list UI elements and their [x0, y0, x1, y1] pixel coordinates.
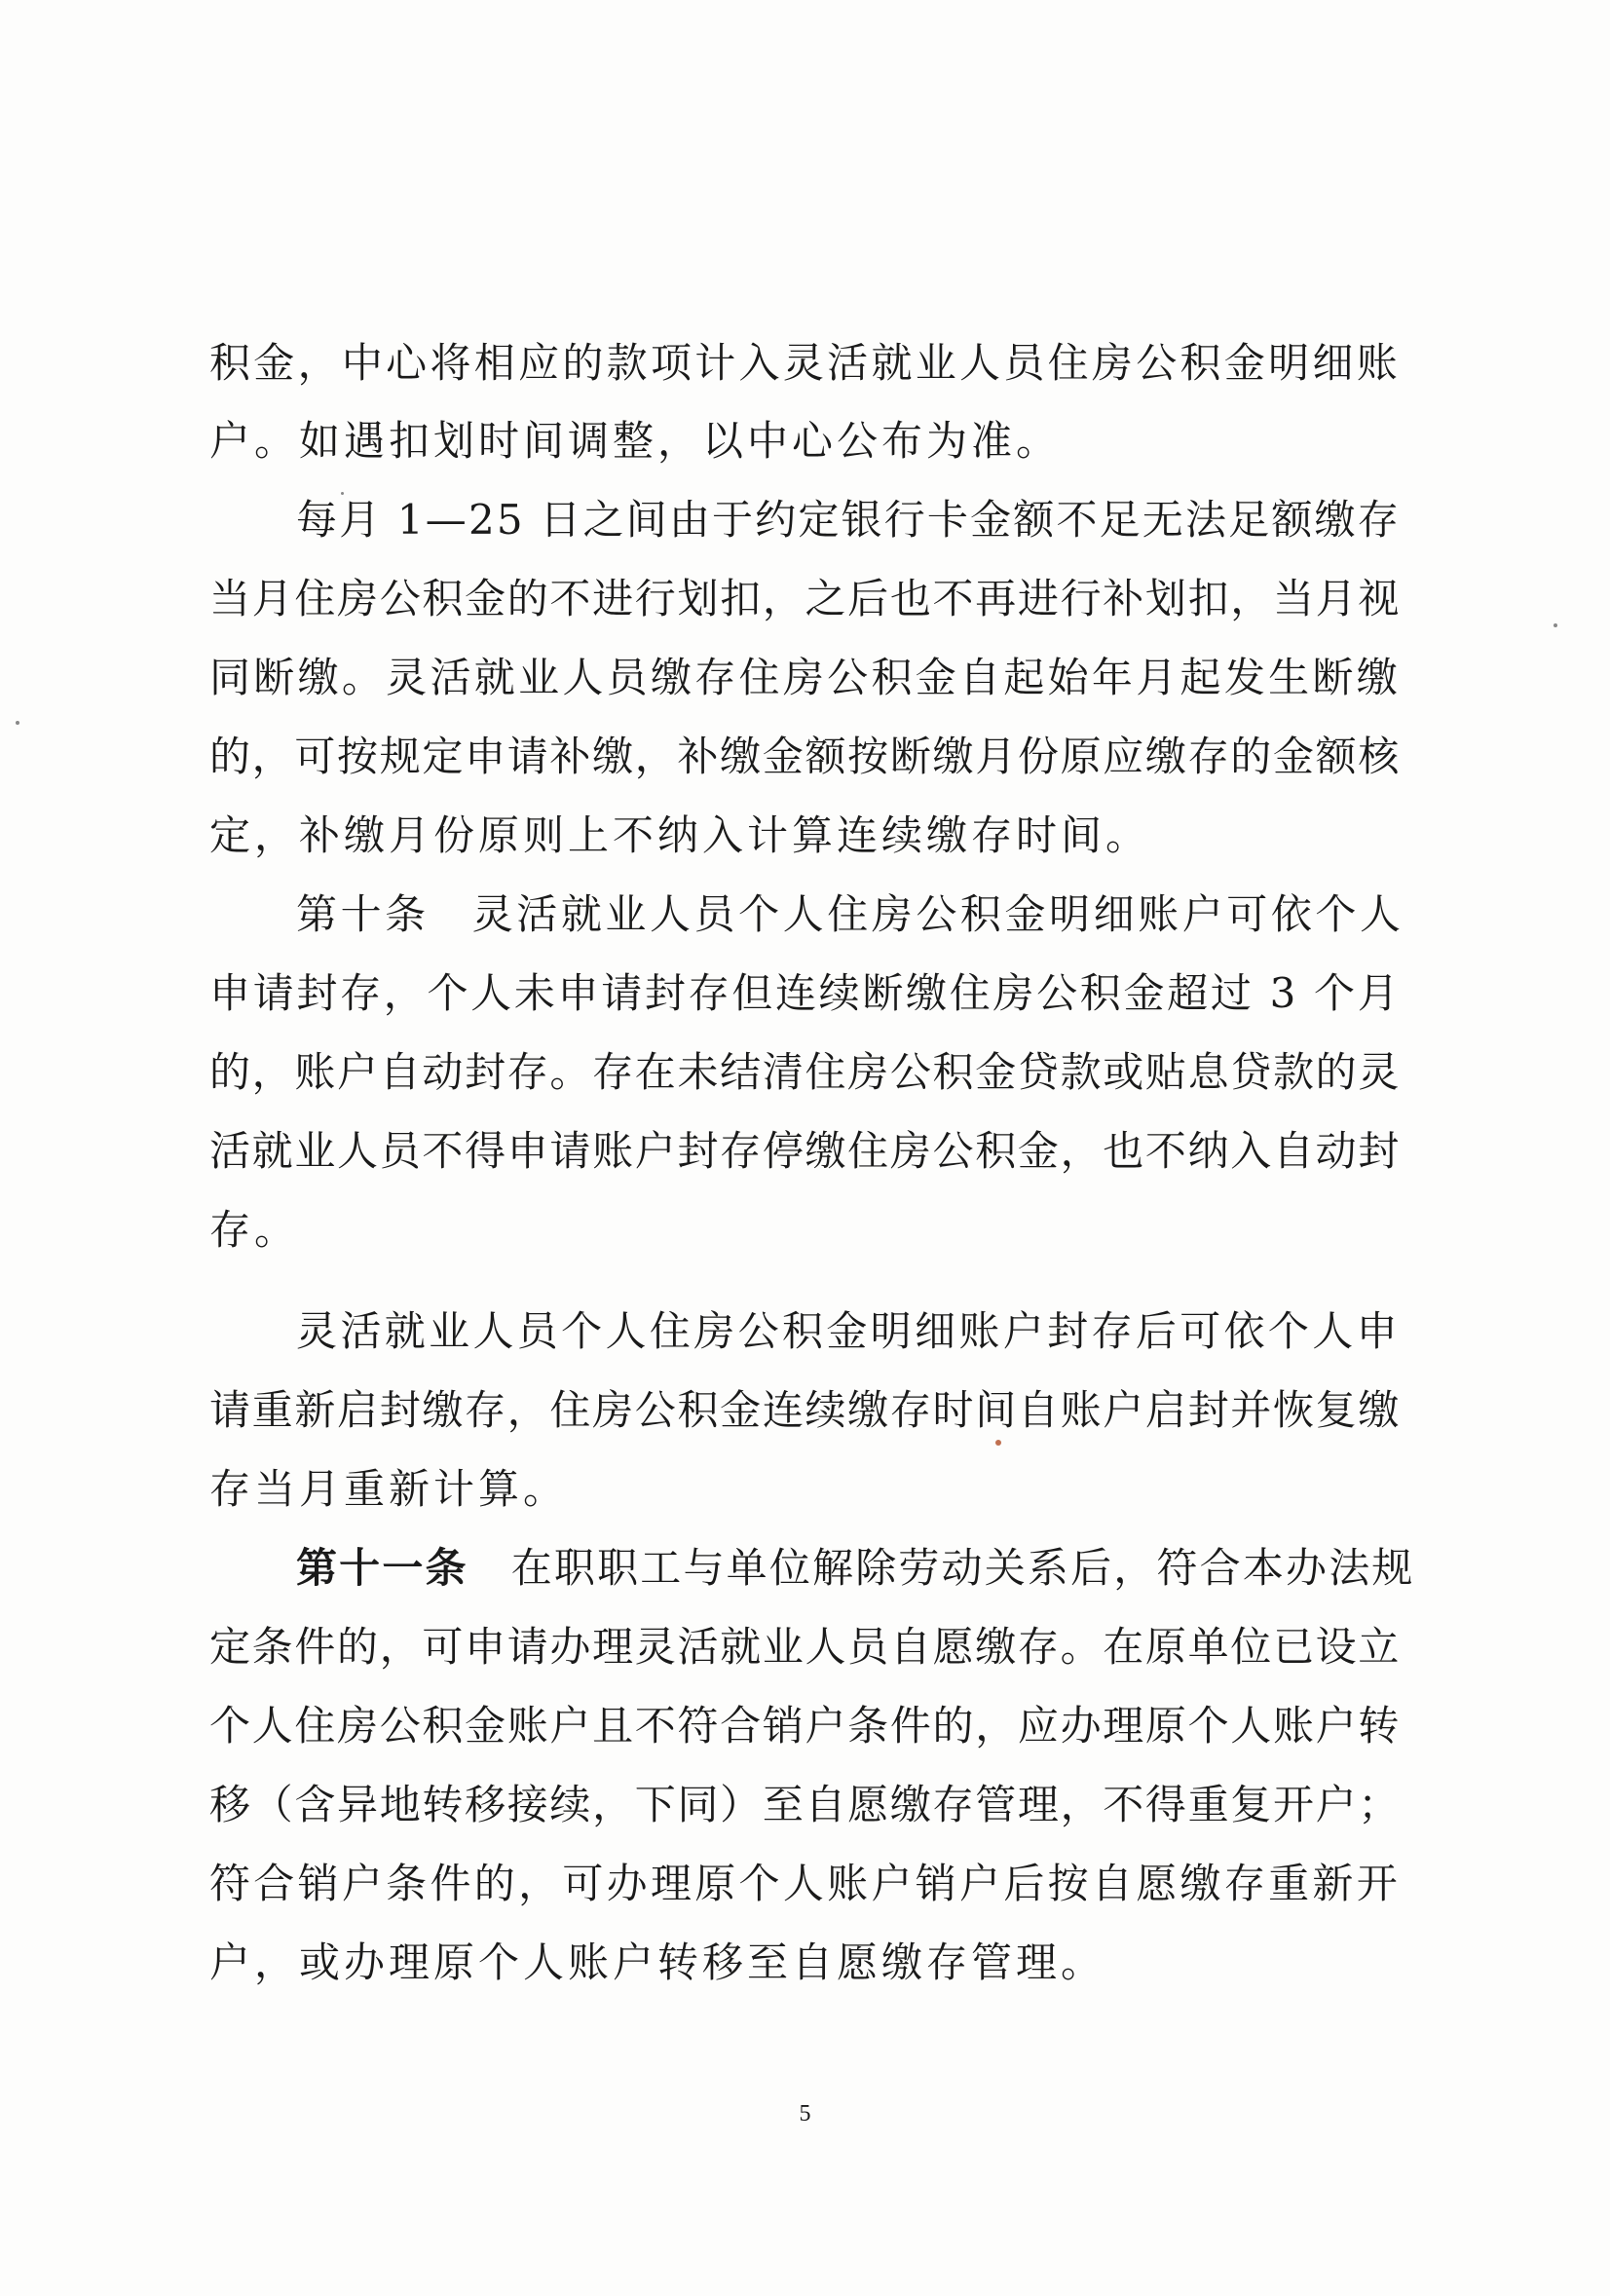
article-first-line	[296, 1544, 1415, 1592]
article-number: 第十一条	[296, 1544, 468, 1592]
text-line: 申请封存，个人未申请封存但连续断缴住房公积金超过 3 个月	[209, 969, 1402, 1017]
text-line: 在职职工与单位解除劳动关系后，符合本办法规	[510, 1544, 1415, 1592]
scan-speck	[16, 721, 19, 725]
text-line: 每月 1—25 日之间由于约定银行卡金额不足无法足额缴存	[296, 496, 1401, 544]
page-number: 5	[799, 2101, 811, 2127]
text-line: 请重新启封缴存，住房公积金连续缴存时间自账户启封并恢复缴	[209, 1386, 1402, 1434]
text-line: 活就业人员不得申请账户封存停缴住房公积金，也不纳入自动封	[209, 1127, 1402, 1175]
text-line: 符合销户条件的，可办理原个人账户销户后按自愿缴存重新开	[209, 1860, 1402, 1907]
article-first-line	[296, 890, 1404, 938]
scan-speck	[341, 492, 344, 495]
text-line: 的，账户自动封存。存在未结清住房公积金贷款或贴息贷款的灵	[209, 1048, 1402, 1096]
text-line: 个人住房公积金账户且不符合销户条件的，应办理原个人账户转	[209, 1702, 1402, 1750]
text-line: 存当月重新计算。	[209, 1465, 569, 1513]
text-line: 同断缴。灵活就业人员缴存住房公积金自起始年月起发生断缴	[209, 654, 1402, 701]
scan-speck	[995, 1440, 1001, 1446]
text-line: 的，可按规定申请补缴，补缴金额按断缴月份原应缴存的金额核	[209, 733, 1402, 780]
scan-speck	[1554, 623, 1557, 627]
text-line: 存。	[209, 1206, 300, 1254]
text-line: 定，补缴月份原则上不纳入计算连续缴存时间。	[209, 811, 1151, 859]
article-number: 第十条	[296, 890, 430, 938]
text-line: 灵活就业人员个人住房公积金明细账户封存后可依个人申	[296, 1307, 1402, 1355]
text-line: 定条件的，可申请办理灵活就业人员自愿缴存。在原单位已设立	[209, 1623, 1402, 1671]
text-line: 当月住房公积金的不进行划扣，之后也不再进行补划扣，当月视	[209, 575, 1402, 622]
text-line: 户。如遇扣划时间调整，以中心公布为准。	[209, 417, 1062, 465]
text-line: 移（含异地转移接续，下同）至自愿缴存管理，不得重复开户；	[209, 1781, 1402, 1828]
text-line: 灵活就业人员个人住房公积金明细账户可依个人	[471, 890, 1404, 938]
text-line: 积金，中心将相应的款项计入灵活就业人员住房公积金明细账	[209, 339, 1402, 387]
text-line: 户，或办理原个人账户转移至自愿缴存管理。	[209, 1938, 1106, 1986]
